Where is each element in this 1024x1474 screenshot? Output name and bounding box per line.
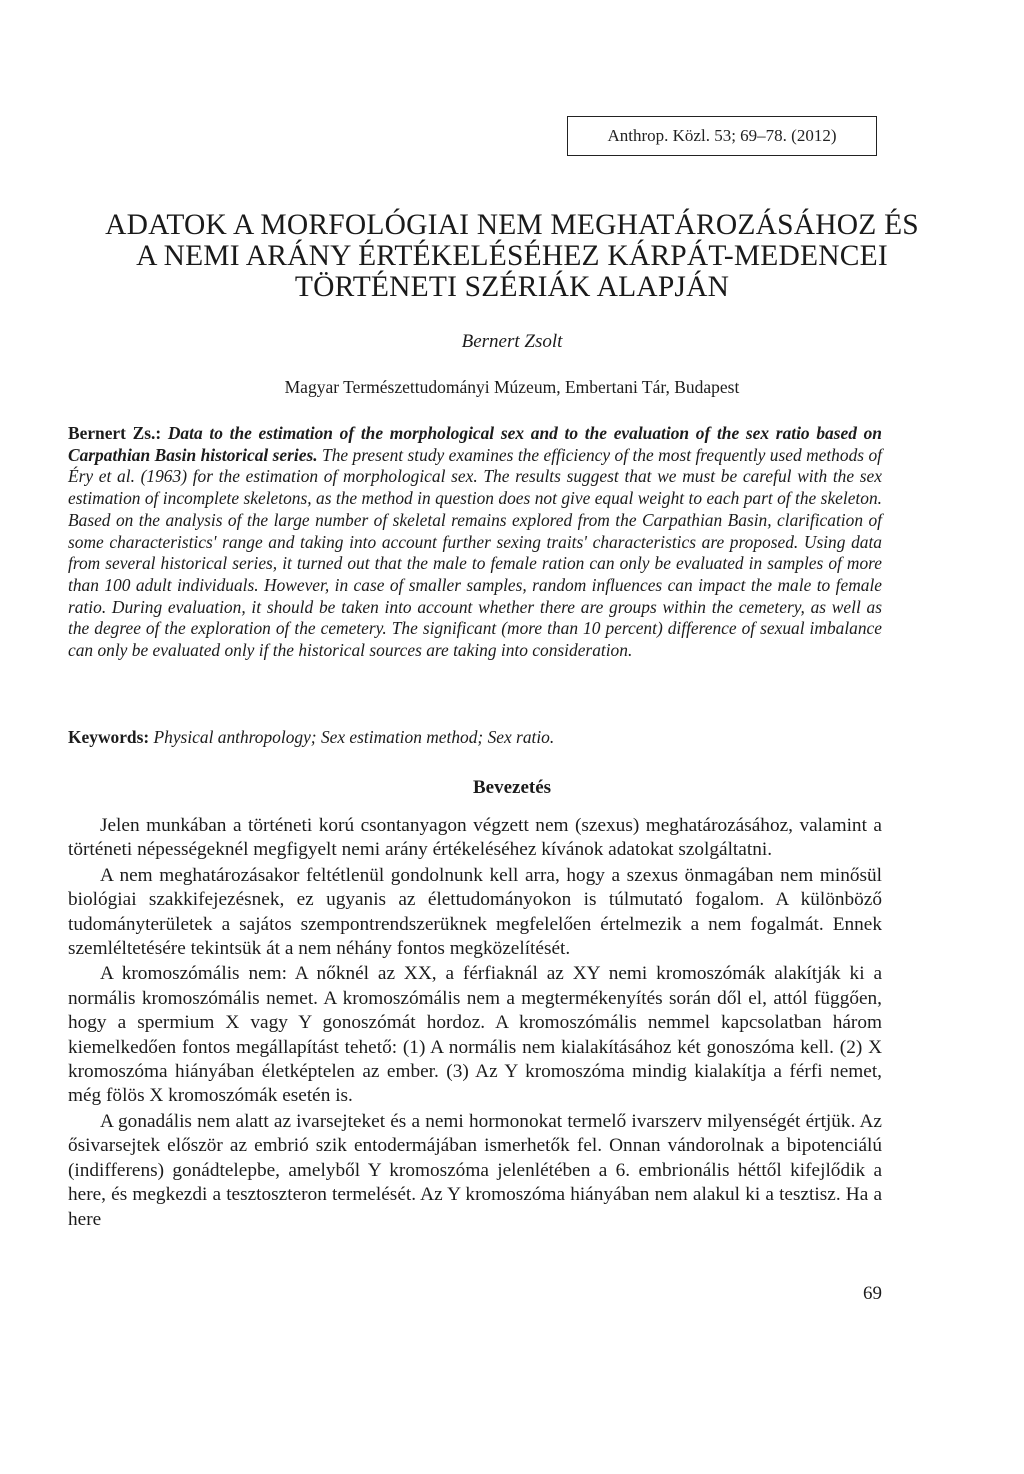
article-title xyxy=(60,210,964,303)
body-paragraph: A gonadális nem alatt az ivarsejteket és a nemi hormonokat termelő ivarszerv milyenségét értjük. Az ősivarsejtek először az embrió szik entodermájában ismerhetők fel. Onnan vándorolnak a bipotenciálú (indifferens) gonádtelepbe, amelyből Y kromoszóma jelenlétében a 6. embrionális héttől kifejlődik a here, és megkezdi a tesztoszteron termelését. Az Y kromoszóma hiányában nem alakul ki a tesztisz. Ha a here xyxy=(68,1110,882,1230)
keywords-label: Keywords: xyxy=(68,727,150,747)
title-line-1: ADATOK A MORFOLÓGIAI NEM MEGHATÁROZÁSÁHOZ ÉS xyxy=(105,209,919,241)
body-paragraph: A nem meghatározásakor feltétlenül gondolnunk kell arra, hogy a szexus önmagában nem minősül biológiai szakkifejezésnek, ez ugyanis az élettudományokon is túlmutató fogalom. A különböző tudományterületek a sajátos szempontrendszerüknek megfelelően értelmezik a nem fogalmát. Ennek szemléltetésére tekintsük át a nem néhány fontos megközelítését. xyxy=(68,864,882,960)
body-paragraph: Jelen munkában a történeti korú csontanyagon végzett nem (szexus) meghatározásához, valamint a történeti népességeknél megfigyelt nemi arány értékeléséhez kívánok adatokat szolgáltatni. xyxy=(68,815,882,861)
keywords-value: Physical anthropology; Sex estimation method; Sex ratio. xyxy=(153,727,555,747)
title-line-2: A NEMI ARÁNY ÉRTÉKELÉSÉHEZ KÁRPÁT-MEDENCEI xyxy=(136,240,888,272)
body-paragraph: A kromoszómális nem: A nőknél az XX, a férfiaknál az XY nemi kromoszómák alakítják ki a normális kromoszómális nemet. A kromoszómális nem a megtermékenyítés során dől el, attól függően, hogy a spermium X vagy Y gonoszómát hordoz. A kromoszómális nemmel kapcsolatban három kiemelkedően fontos megállapítást tehető: (1) A normális nem kialakításához két gonoszóma kell. (2) X kromoszóma hiányában életképtelen az ember. (3) Az Y kromoszóma mindig kialakítja a férfi nemet, még fölös X kromoszómák esetén is. xyxy=(68,963,882,1107)
section-heading-introduction: Bevezetés xyxy=(472,777,552,798)
author-name: Bernert Zsolt xyxy=(461,331,563,352)
body-text xyxy=(68,814,882,1233)
citation-box xyxy=(567,116,877,156)
abstract-author: Bernert Zs.: xyxy=(68,423,162,443)
abstract xyxy=(68,423,882,662)
abstract-body: The present study examines the efficiency of the most frequently used methods of Éry et al. (1963) for the estimation of morphological sex. The results suggest that we must be careful with the sex estimation of incomplete skeletons, as the method in question does not give equal weight to each part of the skeleton. Based on the analysis of the large number of skeletal remains explored from the Carpathian Basin, clarification of some characteristics' range and taking into account further sexing traits' characteristics are proposed. Using data from several historical series, it turned out that the male to female ration can only be evaluated in samples of more than 100 adult individuals. However, in case of smaller samples, random influences can impact the male to female ratio. During evaluation, it should be taken into account whether there are groups within the cemetery, as well as the degree of the exploration of the cemetery. The significant (more than 10 percent) difference of sexual imbalance can only be evaluated only if the historical sources are taking into consideration. xyxy=(68,444,882,661)
citation-text: Anthrop. Közl. 53; 69–78. (2012) xyxy=(607,126,837,145)
page-number: 69 xyxy=(863,1283,882,1304)
keywords xyxy=(68,726,882,748)
author-affiliation: Magyar Természettudományi Múzeum, Embertani Tár, Budapest xyxy=(284,377,740,397)
abstract-title: Data to the estimation of the morphological sex and to the evaluation of the sex ratio based on Carpathian Basin historical series. xyxy=(68,423,882,465)
title-line-3: TÖRTÉNETI SZÉRIÁK ALAPJÁN xyxy=(294,271,730,303)
